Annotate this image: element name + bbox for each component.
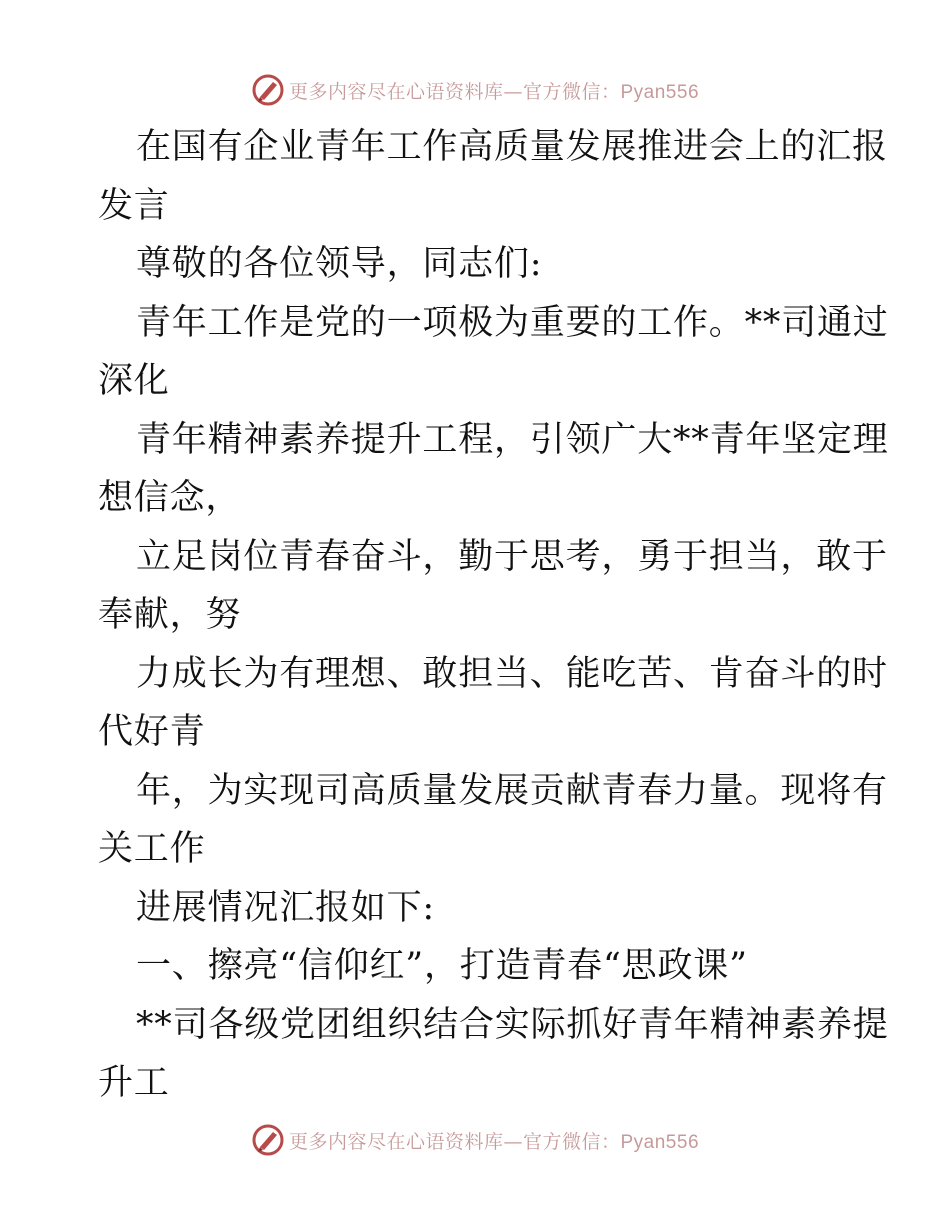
watermark-wechat-id: Pyan556 [620, 1131, 700, 1153]
text-line: 关工作 [98, 829, 206, 869]
text-line: 深化 [98, 361, 170, 401]
text-line: 发言 [98, 185, 170, 226]
text-line: 想信念， [98, 478, 242, 518]
text-line: 年，为实现司高质量发展贡献青春力量。现将有 [136, 770, 888, 811]
watermark-text [289, 1127, 699, 1154]
text-line: **司各级党团组织结合实际抓好青年精神素养提 [136, 1004, 889, 1045]
text-line: 奉献，努 [98, 595, 242, 635]
text-line: 力成长为有理想、敢担当、能吃苦、肯奋斗的时 [136, 653, 888, 694]
document-body [98, 118, 889, 1113]
text-line: 青年工作是党的一项极为重要的工作。**司通过 [136, 302, 889, 343]
text-line: 立足岗位青春奋斗，勤于思考，勇于担当，敢于 [136, 536, 888, 577]
footer-watermark [0, 1120, 950, 1160]
watermark-wechat-id: Pyan556 [620, 81, 700, 103]
text-line: 代好青 [98, 712, 206, 752]
text-line: 在国有企业青年工作高质量发展推进会上的汇报 [136, 127, 888, 167]
pen-circle-logo-icon [251, 73, 285, 107]
text-line: 青年精神素养提升工程，引领广大**青年坚定理 [136, 419, 889, 460]
section-heading: 一、擦亮“信仰红”，打造青春“思政课” [136, 946, 748, 986]
pen-circle-logo-icon [251, 1123, 285, 1157]
header-watermark [0, 70, 950, 110]
text-line: 升工 [98, 1063, 170, 1103]
watermark-site-text: 更多内容尽在心语资料库—官方微信： [288, 1130, 621, 1153]
text-line: 进展情况汇报如下: [136, 887, 435, 928]
watermark-text [289, 77, 699, 104]
watermark-site-text: 更多内容尽在心语资料库—官方微信： [288, 80, 621, 103]
text-line: 尊敬的各位领导，同志们: [136, 244, 543, 284]
